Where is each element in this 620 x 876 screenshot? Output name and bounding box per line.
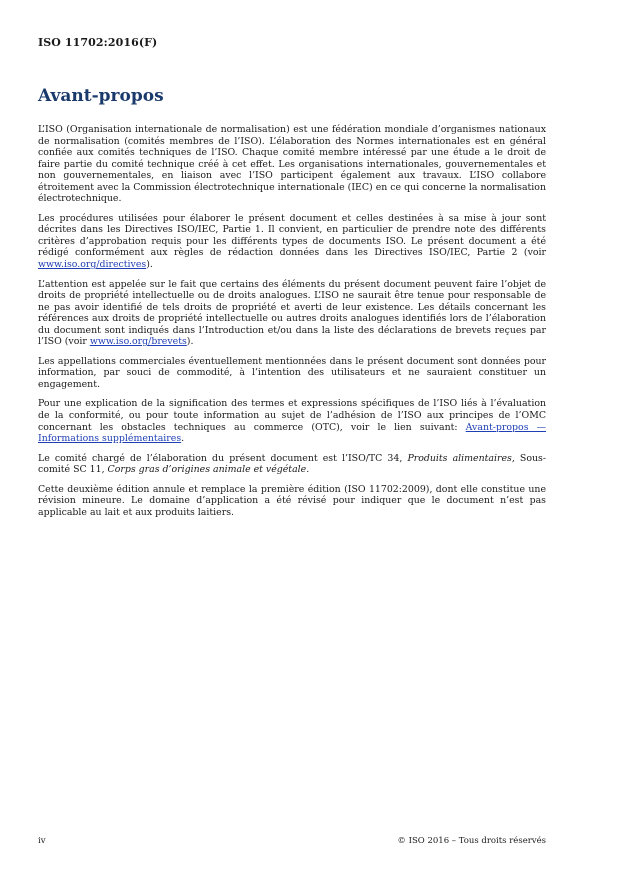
paragraph-conformity xyxy=(38,398,546,444)
paragraph-committee xyxy=(38,453,546,476)
paragraph-patent-rights-tail: ). xyxy=(186,336,194,348)
document-id: ISO 11702:2016(F) xyxy=(38,36,158,49)
subcommittee-name: Corps gras d’origines animale et végétale xyxy=(107,464,307,476)
link-iso-patents[interactable]: www.iso.org/brevets xyxy=(89,336,187,348)
paragraph-committee-text: Le comité chargé de l’élaboration du présent document est l’ISO/TC 34, xyxy=(38,452,408,464)
paragraph-committee-mid: , Sous-comité SC 11, xyxy=(38,452,546,476)
paragraph-edition: Cette deuxième édition annule et remplace la première édition (ISO 11702:2009), dont elle constitue une révision mineure. Le domaine d’application a été révisé pour indiquer que le document n’est pas applicable au lait et aux produits laitiers. xyxy=(38,483,546,518)
paragraph-committee-tail: . xyxy=(306,464,310,476)
paragraph-patent-rights xyxy=(38,279,546,348)
paragraph-patent-rights-text: L’attention est appelée sur le fait que certains des éléments du présent document peuvent faire l’objet de droits de propriété intellectuelle ou de droits analogues. L’ISO ne saurait être tenue pour responsable de ne pas avoir identifié de tels droits de propriété et averti de leur existence. Les détails concernant les références aux droits de propriété intellectuelle ou autres droits analogues identifiés lors de l’élaboration du document sont indiqués dans l’Introduction et/ou dans la liste des déclarations de brevets reçues par l’ISO (voir xyxy=(38,278,546,348)
committee-name: Produits alimentaires xyxy=(407,452,512,464)
link-iso-directives[interactable]: www.iso.org/directives xyxy=(38,259,147,271)
page-footer xyxy=(38,836,546,846)
copyright-notice: © ISO 2016 – Tous droits réservés xyxy=(397,836,546,846)
paragraph-trade-names: Les appellations commerciales éventuellement mentionnées dans le présent document sont données pour information, par souci de commodité, à l’intention des utilisateurs et ne sauraient constituer un engagement. xyxy=(38,355,546,390)
link-foreword-info[interactable]: Avant-propos — Informations supplémentaires xyxy=(38,421,547,445)
paragraph-conformity-tail: . xyxy=(181,433,185,445)
paragraph-procedures-tail: ). xyxy=(146,259,153,271)
paragraph-procedures xyxy=(38,213,546,271)
paragraph-iso-intro: L’ISO (Organisation internationale de normalisation) est une fédération mondiale d’organismes nationaux de normalisation (comités membres de l’ISO). L’élaboration des Normes internationales est en général confiée aux comités techniques de l’ISO. Chaque comité membre intéressé par une étude a le droit de faire partie du comité technique créé à cet effet. Les organisations internationales, gouvernementales et non gouvernementales, en liaison avec l’ISO participent également aux travaux. L’ISO collabore étroitement avec la Commission électrotechnique internationale (IEC) en ce qui concerne la normalisation électrotechnique. xyxy=(38,124,546,205)
paragraph-conformity-text: Pour une explication de la signification des termes et expressions spécifiques de l’ISO liés à l’évaluation de la conformité, ou pour toute information au sujet de l’adhésion de l’ISO aux principes de l’OMC concernant les obstacles techniques au commerce (OTC), voir le lien suivant: xyxy=(38,398,546,433)
foreword-body xyxy=(38,124,546,526)
page-number: iv xyxy=(38,836,46,846)
section-title: Avant-propos xyxy=(38,86,164,106)
paragraph-procedures-text: Les procédures utilisées pour élaborer le présent document et celles destinées à sa mise à jour sont décrites dans les Directives ISO/IEC, Partie 1. Il convient, en particulier de prendre note des différents critères d’approbation requis pour les différents types de documents ISO. Le présent document a été rédigé conformément aux règles de rédaction données dans les Directives ISO/IEC, Partie 2 (voir xyxy=(38,212,546,259)
